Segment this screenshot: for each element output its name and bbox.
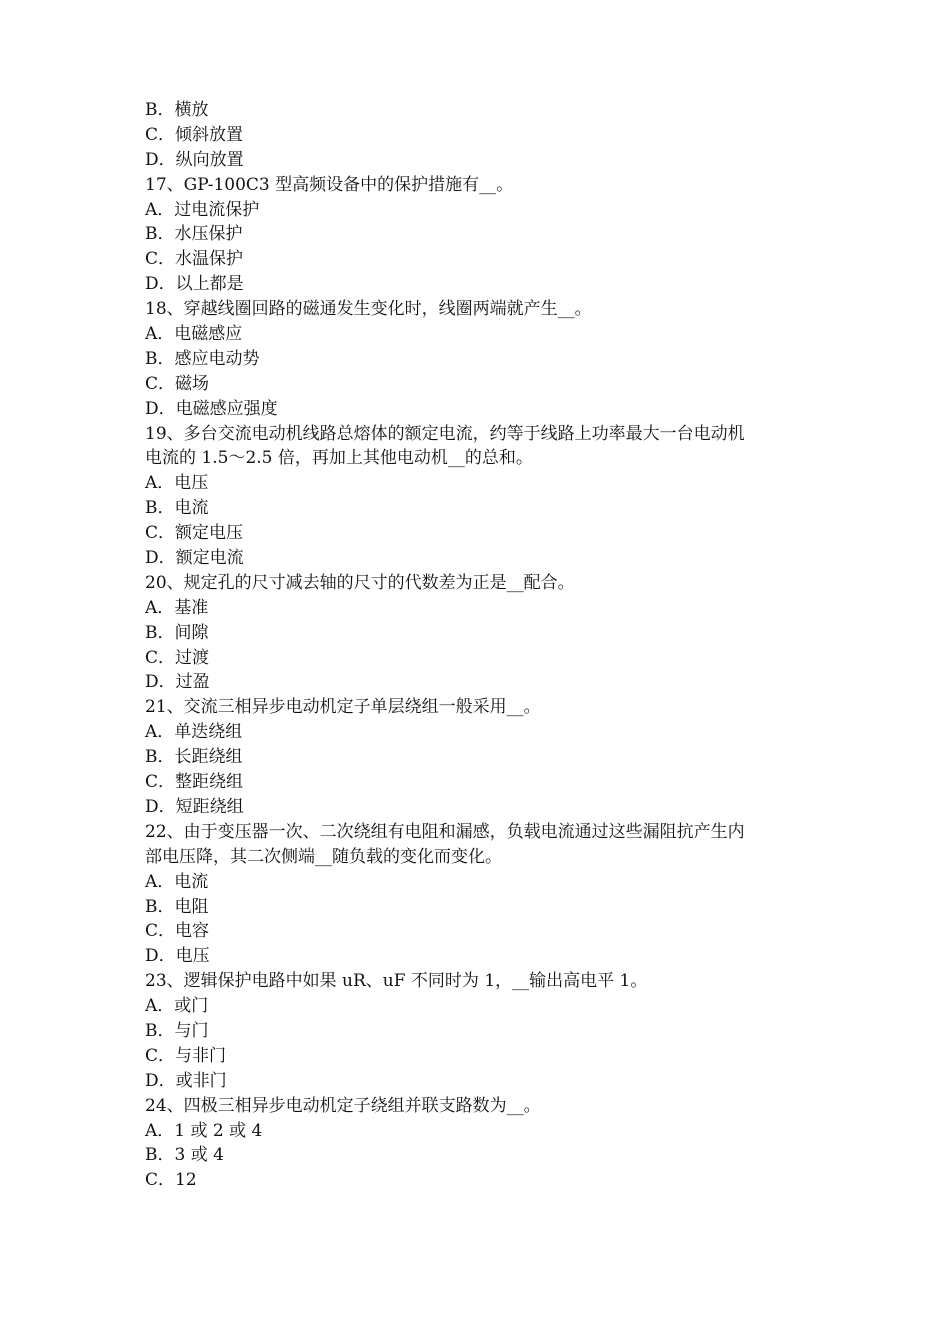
option-c-q22: C．电容 xyxy=(145,921,210,942)
option-d-q17: D．以上都是 xyxy=(145,274,244,295)
option-a-q24: A．1 或 2 或 4 xyxy=(145,1120,263,1141)
option-a-q17: A．过电流保护 xyxy=(145,199,260,220)
question-19-line-2: 电流的 1.5～2.5 倍，再加上其他电动机__的总和。 xyxy=(145,448,533,469)
option-d-q23: D．或非门 xyxy=(145,1070,227,1091)
option-d-q16: D．纵向放置 xyxy=(145,149,244,170)
question-19-line-1: 19、多台交流电动机线路总熔体的额定电流，约等于线路上功率最大一台电动机 xyxy=(145,423,745,444)
option-d-q19: D．额定电流 xyxy=(145,548,244,569)
option-c-q17: C．水温保护 xyxy=(145,249,244,270)
document-text xyxy=(145,98,810,1193)
question-23: 23、逻辑保护电路中如果 uR、uF 不同时为 1，__输出高电平 1。 xyxy=(145,971,648,992)
option-b-q23: B．与门 xyxy=(145,1020,209,1041)
option-b-q22: B．电阻 xyxy=(145,896,209,917)
option-a-q20: A．基准 xyxy=(145,597,209,618)
option-b-q19: B．电流 xyxy=(145,498,209,519)
option-c-q24: C．12 xyxy=(145,1170,197,1191)
option-a-q22: A．电流 xyxy=(145,871,209,892)
option-d-q20: D．过盈 xyxy=(145,672,210,693)
option-d-q22: D．电压 xyxy=(145,946,210,967)
option-b-q21: B．长距绕组 xyxy=(145,747,243,768)
option-b-q20: B．间隙 xyxy=(145,622,209,643)
option-a-q19: A．电压 xyxy=(145,473,209,494)
option-c-q18: C．磁场 xyxy=(145,373,210,394)
question-22-line-2: 部电压降，其二次侧端__随负载的变化而变化。 xyxy=(145,846,502,867)
question-24: 24、四极三相异步电动机定子绕组并联支路数为__。 xyxy=(145,1095,541,1116)
question-22-line-1: 22、由于变压器一次、二次绕组有电阻和漏感，负载电流通过这些漏阻抗产生内 xyxy=(145,821,745,842)
option-b-q16: B．横放 xyxy=(145,100,209,120)
option-c-q19: C．额定电压 xyxy=(145,523,244,544)
option-c-q16: C．倾斜放置 xyxy=(145,124,244,145)
option-c-q23: C．与非门 xyxy=(145,1045,227,1066)
question-17: 17、GP-100C3 型高频设备中的保护措施有__。 xyxy=(145,174,514,195)
question-21: 21、交流三相异步电动机定子单层绕组一般采用__。 xyxy=(145,697,541,718)
option-d-q21: D．短距绕组 xyxy=(145,796,244,817)
option-b-q17: B．水压保护 xyxy=(145,224,243,245)
option-d-q18: D．电磁感应强度 xyxy=(145,398,278,419)
option-c-q20: C．过渡 xyxy=(145,647,210,668)
option-a-q23: A．或门 xyxy=(145,996,209,1017)
option-c-q21: C．整距绕组 xyxy=(145,772,244,793)
option-a-q21: A．单迭绕组 xyxy=(145,722,243,743)
option-a-q18: A．电磁感应 xyxy=(145,324,243,345)
question-18: 18、穿越线圈回路的磁通发生变化时，线圈两端就产生__。 xyxy=(145,299,592,320)
option-b-q24: B．3 或 4 xyxy=(145,1145,224,1166)
option-b-q18: B．感应电动势 xyxy=(145,348,260,369)
question-20: 20、规定孔的尺寸减去轴的尺寸的代数差为正是__配合。 xyxy=(145,572,575,593)
